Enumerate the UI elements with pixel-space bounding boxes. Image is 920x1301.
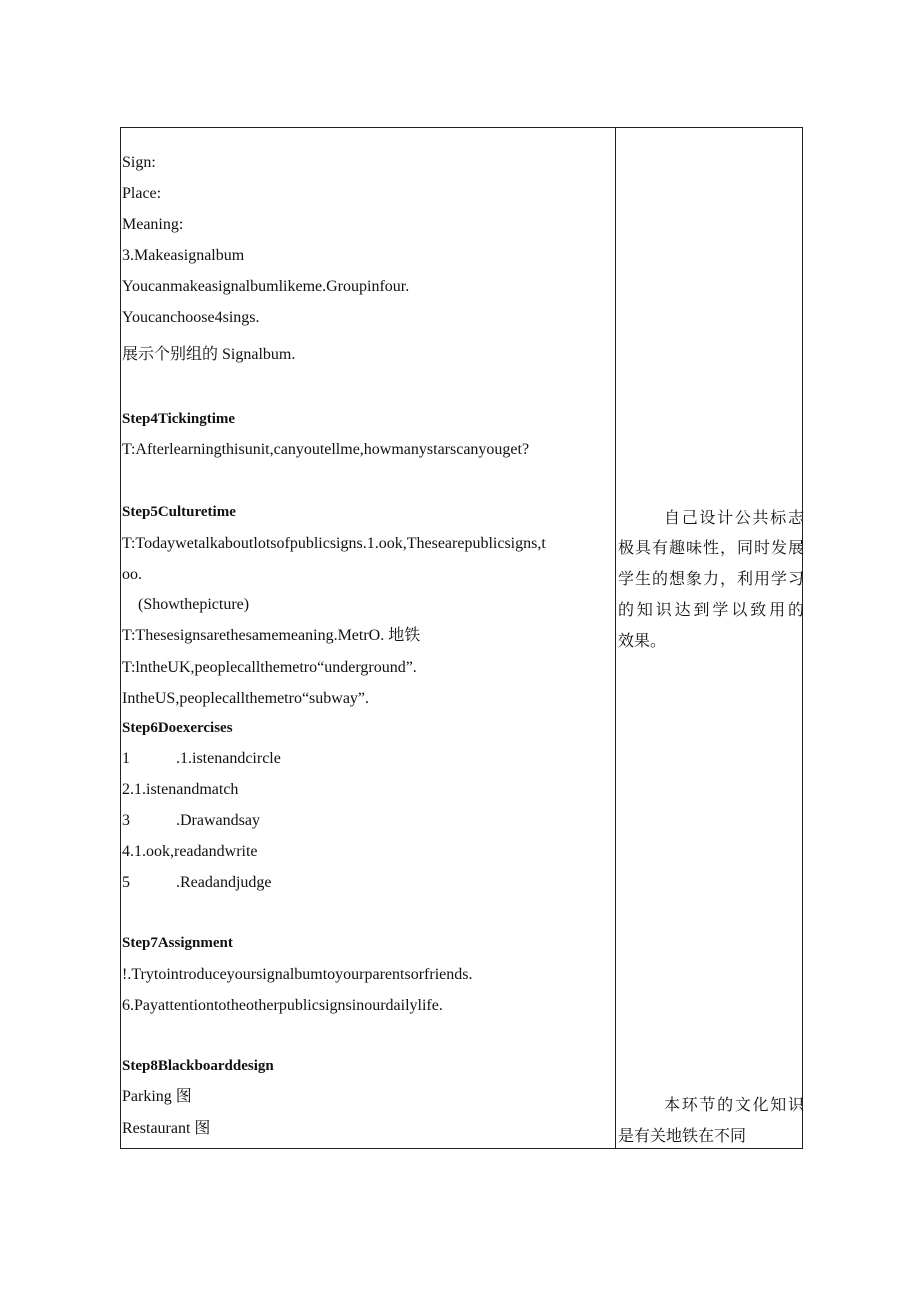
step5-heading: Step5Culturetime	[122, 504, 236, 520]
step7-line2: 6.Payattentiontotheotherpublicsignsinourdailylife.	[122, 997, 443, 1014]
step6-item-num: 1	[122, 750, 130, 767]
step5-line2: (Showthepicture)	[138, 596, 250, 613]
step5-line1-cont: oo.	[122, 566, 142, 583]
step6-item	[122, 750, 281, 768]
step6-item	[122, 843, 258, 861]
step4-heading: Step4Tickingtime	[122, 411, 236, 427]
step6-item-text: .1.istenandcircle	[176, 750, 281, 767]
step4-line1: T:Afterlearningthisunit,canyoutellme,howmanystarscanyouget?	[122, 441, 530, 458]
lesson-plan-table	[120, 127, 803, 1149]
note1-line: 效果。	[618, 633, 667, 650]
step8-heading: Step8Blackboarddesign	[122, 1058, 274, 1074]
note1-line: 自己设计公共标志	[664, 510, 804, 527]
note1-line: 学生的想象力，利用学习	[618, 571, 804, 588]
step6-item	[122, 781, 238, 799]
step6-item-text: .Drawandsay	[176, 812, 260, 829]
step3-line1: Youcanmakeasignalbumlikeme.Groupinfour.	[122, 278, 410, 295]
step6-item-text: .Readandjudge	[176, 874, 272, 891]
step5-line1: T:Todaywetalkaboutlotsofpublicsigns.1.ook,Thesearepublicsigns,t	[122, 535, 546, 552]
step5-line4: T:lntheUK,peoplecallthemetro“underground”.	[122, 659, 417, 676]
step5-line3: T:Thesesignsarethesamemeaning.MetrO. 地铁	[122, 627, 421, 644]
step3-task: 3.Makeasignalbum	[122, 247, 245, 264]
note2-line: 是有关地铁在不同	[618, 1128, 747, 1145]
step7-line1: !.Trytointroduceyoursignalbumtoyourparentsorfriends.	[122, 966, 473, 983]
column-divider	[615, 128, 616, 1148]
step6-item	[122, 812, 260, 830]
step6-item	[122, 874, 272, 892]
step8-line2: Restaurant 图	[122, 1120, 211, 1137]
step5-line5: IntheUS,peoplecallthemetro“subway”.	[122, 690, 370, 707]
meaning-label: Meaning:	[122, 216, 184, 233]
step6-item-num: 3	[122, 812, 130, 829]
note1-line: 的知识达到学以致用的	[618, 602, 804, 619]
step3-line2: Youcanchoose4sings.	[122, 309, 260, 326]
step6-item-text: 2.1.istenandmatch	[122, 781, 239, 798]
step3-show: 展示个别组的 Signalbum.	[122, 346, 296, 363]
step6-item-text: 4.1.ook,readandwrite	[122, 843, 258, 860]
place-label: Place:	[122, 185, 162, 202]
sign-label: Sign:	[122, 154, 156, 171]
step6-heading: Step6Doexercises	[122, 720, 233, 736]
step7-heading: Step7Assignment	[122, 935, 233, 951]
note1-line: 极具有趣味性，同时发展	[618, 540, 804, 557]
step8-line1: Parking 图	[122, 1088, 192, 1105]
step6-item-num: 5	[122, 874, 130, 891]
note2-line: 本环节的文化知识	[664, 1097, 804, 1114]
